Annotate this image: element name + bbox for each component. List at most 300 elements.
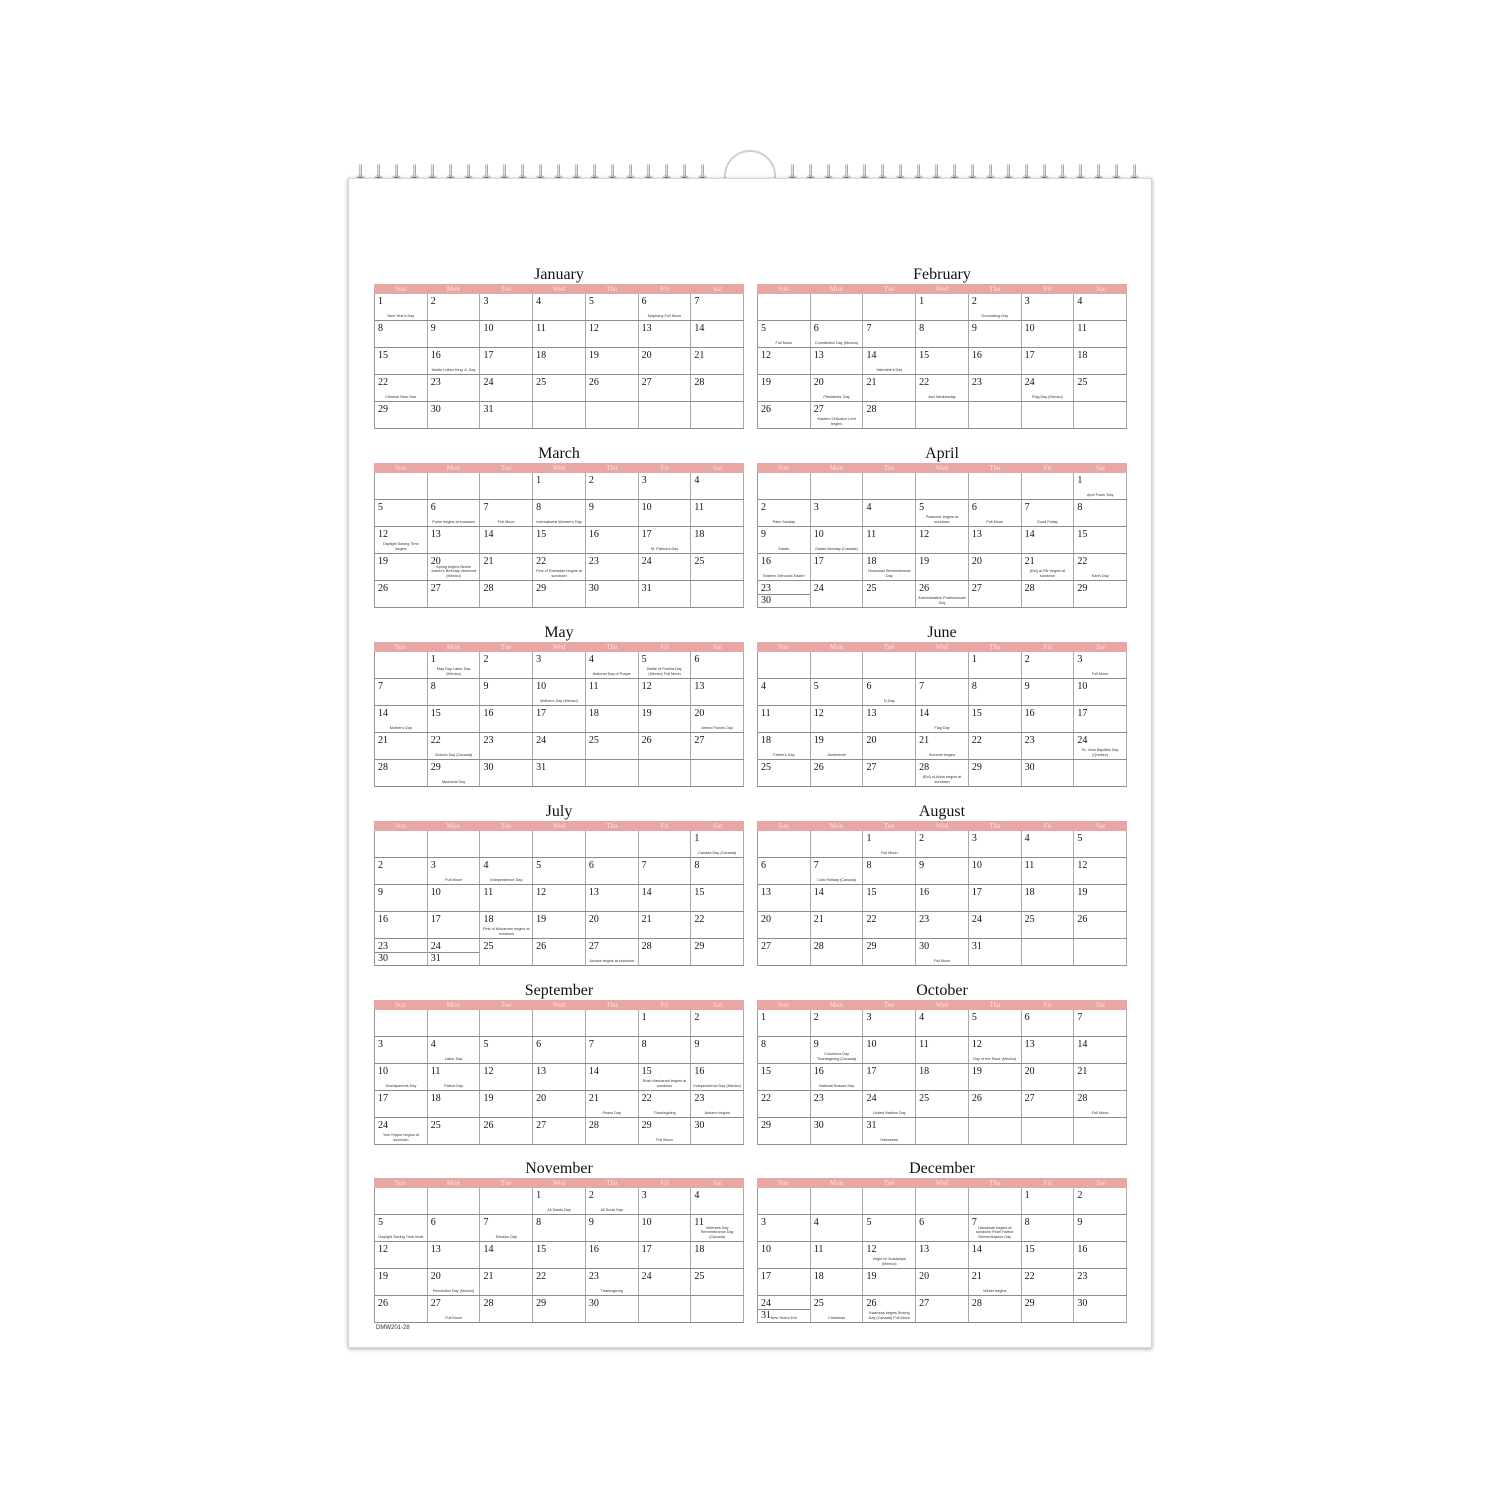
day-cell [969,500,1022,526]
day-number: 2 [813,1012,819,1023]
day-number: 17 [1024,350,1035,361]
holiday-label: New Year's Day [387,313,415,318]
day-cell [639,1215,692,1241]
day-cell [428,652,481,678]
day-number: 23 [430,377,441,388]
day-cell [586,831,639,857]
day-cell [533,581,586,607]
day-number: 25 [866,583,877,594]
weekday-label: Tue [500,822,512,830]
day-number: 7 [866,323,872,334]
day-number: 30 [1077,1298,1088,1309]
week-row [375,1064,744,1091]
day-number: 27 [588,941,599,952]
week-row [758,500,1127,527]
day-number: 14 [1077,1039,1088,1050]
day-number-shared: 31 [430,953,441,964]
holiday-label: Chinese New Year [385,394,417,399]
day-cell [691,652,744,678]
week-row [758,1188,1127,1215]
day-cell [916,1010,969,1036]
day-cell [811,1064,864,1090]
day-cell [1022,1037,1075,1063]
day-number: 25 [761,762,771,773]
day-cell [863,858,916,884]
weekday-label: Tue [500,1179,512,1187]
day-cell [428,321,481,347]
weekday-label: Sat [1096,464,1106,472]
day-cell [428,760,481,786]
day-number: 17 [971,887,982,898]
day-number: 31 [483,404,494,415]
day-cell [811,885,864,911]
day-cell [811,1269,864,1295]
day-cell [480,652,533,678]
weekday-label: Sun [777,643,789,651]
day-number: 15 [1024,1244,1035,1255]
holiday-label: Constitution Day (Mexico) [814,340,859,345]
day-cell [811,939,864,965]
holiday-label: Thanksgiving [653,1110,676,1115]
day-cell [428,1037,481,1063]
holiday-label: Juneteenth [827,752,846,757]
day-number: 16 [588,1244,599,1255]
holiday-label: St. Patrick's Day [650,546,679,551]
holiday-label: Full Moon [445,1315,462,1320]
day-number: 18 [919,1066,930,1077]
day-number: 23 [1024,735,1035,746]
day-number: 7 [641,860,647,871]
day-cell [533,760,586,786]
day-cell [480,1296,533,1322]
holiday-label: Virgin of Guadalupe (Mexico) [872,1257,907,1266]
day-number: 22 [641,1093,652,1104]
day-cell [969,885,1022,911]
day-cell [533,1242,586,1268]
day-cell [1074,375,1127,401]
holiday-label: Halloween [880,1137,899,1142]
weekday-label: Tue [500,285,512,293]
day-cell [758,581,811,607]
day-cell [375,1091,428,1117]
week-row [375,1242,744,1269]
day-number: 11 [430,1066,441,1077]
weekday-label: Mon [446,1179,460,1187]
day-cell [375,1296,428,1322]
day-number: 24 [1024,377,1035,388]
day-number: 10 [971,860,982,871]
day-number: 4 [866,502,872,513]
day-cell [691,581,744,607]
day-cell [758,679,811,705]
day-number: 9 [483,681,489,692]
day-cell [863,939,916,965]
week-row [375,912,744,939]
day-cell [428,1118,481,1144]
day-number: 4 [919,1012,925,1023]
day-number: 16 [430,350,441,361]
day-number: 3 [1024,296,1030,307]
day-cell [1022,554,1075,580]
week-row [375,1091,744,1118]
day-cell [691,402,744,428]
day-number: 17 [866,1066,877,1077]
day-number: 11 [536,323,546,334]
day-cell [533,1215,586,1241]
day-cell [1022,831,1075,857]
day-number: 9 [588,502,594,513]
day-cell [428,733,481,759]
day-number: 18 [694,1244,705,1255]
day-cell [533,1296,586,1322]
day-cell [863,1010,916,1036]
day-number: 8 [378,323,383,334]
day-number: 26 [813,762,824,773]
day-cell [1074,760,1127,786]
day-cell [758,1215,811,1241]
week-row [375,1118,744,1145]
day-cell [811,679,864,705]
holiday-label: Holocaust Remembrance Day [867,569,911,578]
day-number: 8 [1077,502,1083,513]
day-cell [639,1010,692,1036]
day-cell [691,375,744,401]
holiday-label: Memorial Day [441,779,466,784]
day-number: 27 [813,404,824,415]
month-december [757,1159,1127,1323]
day-cell [639,733,692,759]
holiday-label: Full Moon [775,340,793,345]
holiday-label: All Saints Day [547,1207,571,1212]
day-cell [1022,912,1075,938]
day-cell [863,527,916,553]
day-number: 10 [641,502,652,513]
month-title: August [918,803,966,820]
day-cell [480,1064,533,1090]
day-cell [916,1296,969,1322]
week-row [758,652,1127,679]
day-number: 23 [919,914,930,925]
day-number: 17 [761,1271,771,1282]
day-cell [375,760,428,786]
day-number: 19 [813,735,824,746]
weekday-label: Mon [829,285,843,293]
weekday-label: Wed [552,1179,566,1187]
holiday-label: Good Friday [1037,519,1058,524]
day-cell [1074,1064,1127,1090]
weekday-header [374,284,744,294]
day-cell [586,1118,639,1144]
weekday-label: Thu [606,1001,618,1009]
day-number: 28 [1024,583,1035,594]
day-cell [1074,1242,1127,1268]
day-number: 13 [588,887,599,898]
day-number: 20 [694,708,705,719]
day-cell [428,679,481,705]
day-number: 12 [641,681,652,692]
day-cell [639,1269,692,1295]
weekday-label: Wed [552,643,566,651]
day-number: 15 [430,708,441,719]
day-number: 24 [813,583,824,594]
day-cell [758,1064,811,1090]
day-number: 16 [588,529,599,540]
day-number: 27 [971,583,982,594]
day-cell [811,1091,864,1117]
day-cell [639,1037,692,1063]
holiday-label: Labor Day [444,1056,463,1061]
weekday-label: Fri [1043,1001,1052,1009]
day-number: 2 [588,475,594,486]
day-cell [863,375,916,401]
day-cell [375,581,428,607]
month-june [757,623,1127,787]
day-number: 5 [536,860,542,871]
weekday-label: Wed [935,285,949,293]
day-cell [758,527,811,553]
day-number: 21 [971,1271,982,1282]
day-cell [639,679,692,705]
weekday-label: Thu [989,643,1001,651]
day-cell [1022,527,1075,553]
day-cell [1022,652,1075,678]
day-cell [811,1037,864,1063]
weekday-label: Thu [989,1179,1001,1187]
day-number: 16 [761,556,771,567]
day-number: 29 [761,1120,771,1131]
day-cell [916,706,969,732]
day-cell [586,1064,639,1090]
month-title: December [909,1160,975,1177]
day-cell [758,1010,811,1036]
day-number: 21 [694,350,705,361]
day-number: 28 [694,377,705,388]
day-number: 28 [919,762,930,773]
day-number: 14 [378,708,388,719]
day-number: 28 [866,404,877,415]
day-cell [639,939,692,965]
day-number: 11 [813,1244,824,1255]
day-cell [533,500,586,526]
weekday-label: Tue [883,1001,895,1009]
holiday-label: St. Jean Baptiste Day (Quebec) [1081,748,1119,757]
weekday-label: Thu [989,285,1001,293]
holiday-label: Full Moon [445,877,462,882]
week-row [758,581,1127,608]
day-number: 27 [536,1120,547,1131]
holiday-label: Easter [778,546,790,551]
day-cell [969,402,1022,428]
day-number: 13 [761,887,771,898]
holiday-label: Epiphany Full Moon [647,313,682,318]
day-number: 9 [971,323,977,334]
holiday-label: National Bosses Day [818,1083,855,1088]
day-number: 19 [378,1271,388,1282]
day-cell [758,321,811,347]
day-cell [639,912,692,938]
day-cell [811,1010,864,1036]
day-number: 1 [1024,1190,1030,1201]
day-number: 28 [641,941,652,952]
day-number: 23 [971,377,982,388]
day-number: 15 [971,708,982,719]
weekday-label: Mon [829,1001,843,1009]
day-number: 28 [483,583,494,594]
holiday-label: (Eid) al-Adha begins at sundown [922,775,962,784]
month-september [374,981,744,1145]
week-row [758,858,1127,885]
week-row [375,733,744,760]
weekday-header [757,284,1127,294]
month-weeks [374,1188,744,1323]
day-cell [480,500,533,526]
day-cell [863,348,916,374]
day-cell [811,706,864,732]
weekday-label: Fri [660,1001,669,1009]
day-number: 8 [536,502,542,513]
day-cell [863,1296,916,1322]
day-number: 12 [378,1244,388,1255]
day-number: 7 [971,1217,977,1228]
weekday-label: Tue [500,464,512,472]
day-number: 27 [430,583,441,594]
day-cell [1074,939,1127,965]
day-number: 22 [536,1271,547,1282]
day-cell [533,831,586,857]
weekday-label: Mon [829,822,843,830]
day-number: 5 [588,296,594,307]
week-row [758,939,1127,966]
weekday-label: Thu [606,1179,618,1187]
day-number: 3 [641,1190,647,1201]
day-number: 18 [430,1093,441,1104]
day-cell [639,1188,692,1214]
day-number: 16 [483,708,494,719]
day-cell [480,679,533,705]
weekday-label: Wed [935,1179,949,1187]
day-cell [428,1064,481,1090]
week-row [758,321,1127,348]
weekday-label: Sat [1096,1001,1106,1009]
day-cell [480,885,533,911]
day-cell [863,760,916,786]
holiday-label: New Year's Eve [770,1315,798,1320]
day-cell [480,1010,533,1036]
week-row [375,885,744,912]
day-number: 27 [919,1298,930,1309]
day-cell [586,652,639,678]
day-number: 6 [866,681,872,692]
holiday-label: All Souls Day [600,1207,624,1212]
weekday-label: Sun [777,1001,789,1009]
day-number: 4 [588,654,594,665]
day-cell [639,1091,692,1117]
day-cell [691,500,744,526]
day-cell [969,1269,1022,1295]
holiday-label: Mother's Day (Mexico) [540,698,578,703]
day-cell [480,402,533,428]
weekday-label: Sat [1096,1179,1106,1187]
weekday-label: Wed [935,1001,949,1009]
week-row [375,706,744,733]
day-cell [1022,1010,1075,1036]
day-cell [1074,652,1127,678]
day-cell [916,652,969,678]
day-number: 15 [536,529,547,540]
day-number: 27 [694,735,705,746]
day-cell [480,554,533,580]
day-cell [969,1010,1022,1036]
day-cell [586,527,639,553]
day-number: 22 [971,735,982,746]
day-cell [586,375,639,401]
day-cell [586,1269,639,1295]
day-number: 11 [483,887,494,898]
day-cell [480,1215,533,1241]
day-cell [428,1091,481,1117]
day-number: 11 [694,502,704,513]
day-number: 29 [378,404,388,415]
weekday-label: Wed [552,464,566,472]
day-number: 24 [761,1298,771,1309]
day-number: 1 [1077,475,1083,486]
day-cell [916,1215,969,1241]
day-number: 12 [971,1039,982,1050]
day-number: 2 [378,860,383,871]
day-number: 4 [694,475,700,486]
week-row [375,321,744,348]
day-number: 23 [694,1093,705,1104]
day-number: 22 [430,735,441,746]
day-cell [428,1215,481,1241]
day-cell [691,1037,744,1063]
day-cell [691,912,744,938]
day-cell [639,375,692,401]
day-cell [863,1242,916,1268]
weekday-header [374,463,744,473]
day-number: 9 [378,887,383,898]
holiday-label: Winter begins [983,1288,1007,1293]
holiday-label: Canada Day (Canada) [698,850,737,855]
day-number: 4 [483,860,489,871]
day-number: 26 [761,404,771,415]
weekday-label: Sat [1096,822,1106,830]
day-cell [1022,1242,1075,1268]
day-cell [1022,885,1075,911]
day-number: 19 [866,1271,877,1282]
day-cell [969,1188,1022,1214]
day-cell [639,858,692,884]
day-cell [533,1091,586,1117]
day-number: 1 [761,1012,766,1023]
weekday-label: Fri [660,643,669,651]
day-cell [916,1242,969,1268]
holiday-label: Hanukkah begins at sundown Pearl Harbor Remembrance Day [975,1226,1014,1239]
month-february [757,265,1127,429]
day-cell [916,554,969,580]
day-number: 13 [536,1066,547,1077]
day-cell [916,500,969,526]
day-cell [639,760,692,786]
day-cell [969,939,1022,965]
day-number: 13 [1024,1039,1035,1050]
day-number: 1 [536,475,542,486]
day-cell [691,1296,744,1322]
day-number: 14 [483,1244,494,1255]
day-number: 14 [641,887,652,898]
day-cell [533,1188,586,1214]
month-january [374,265,744,429]
